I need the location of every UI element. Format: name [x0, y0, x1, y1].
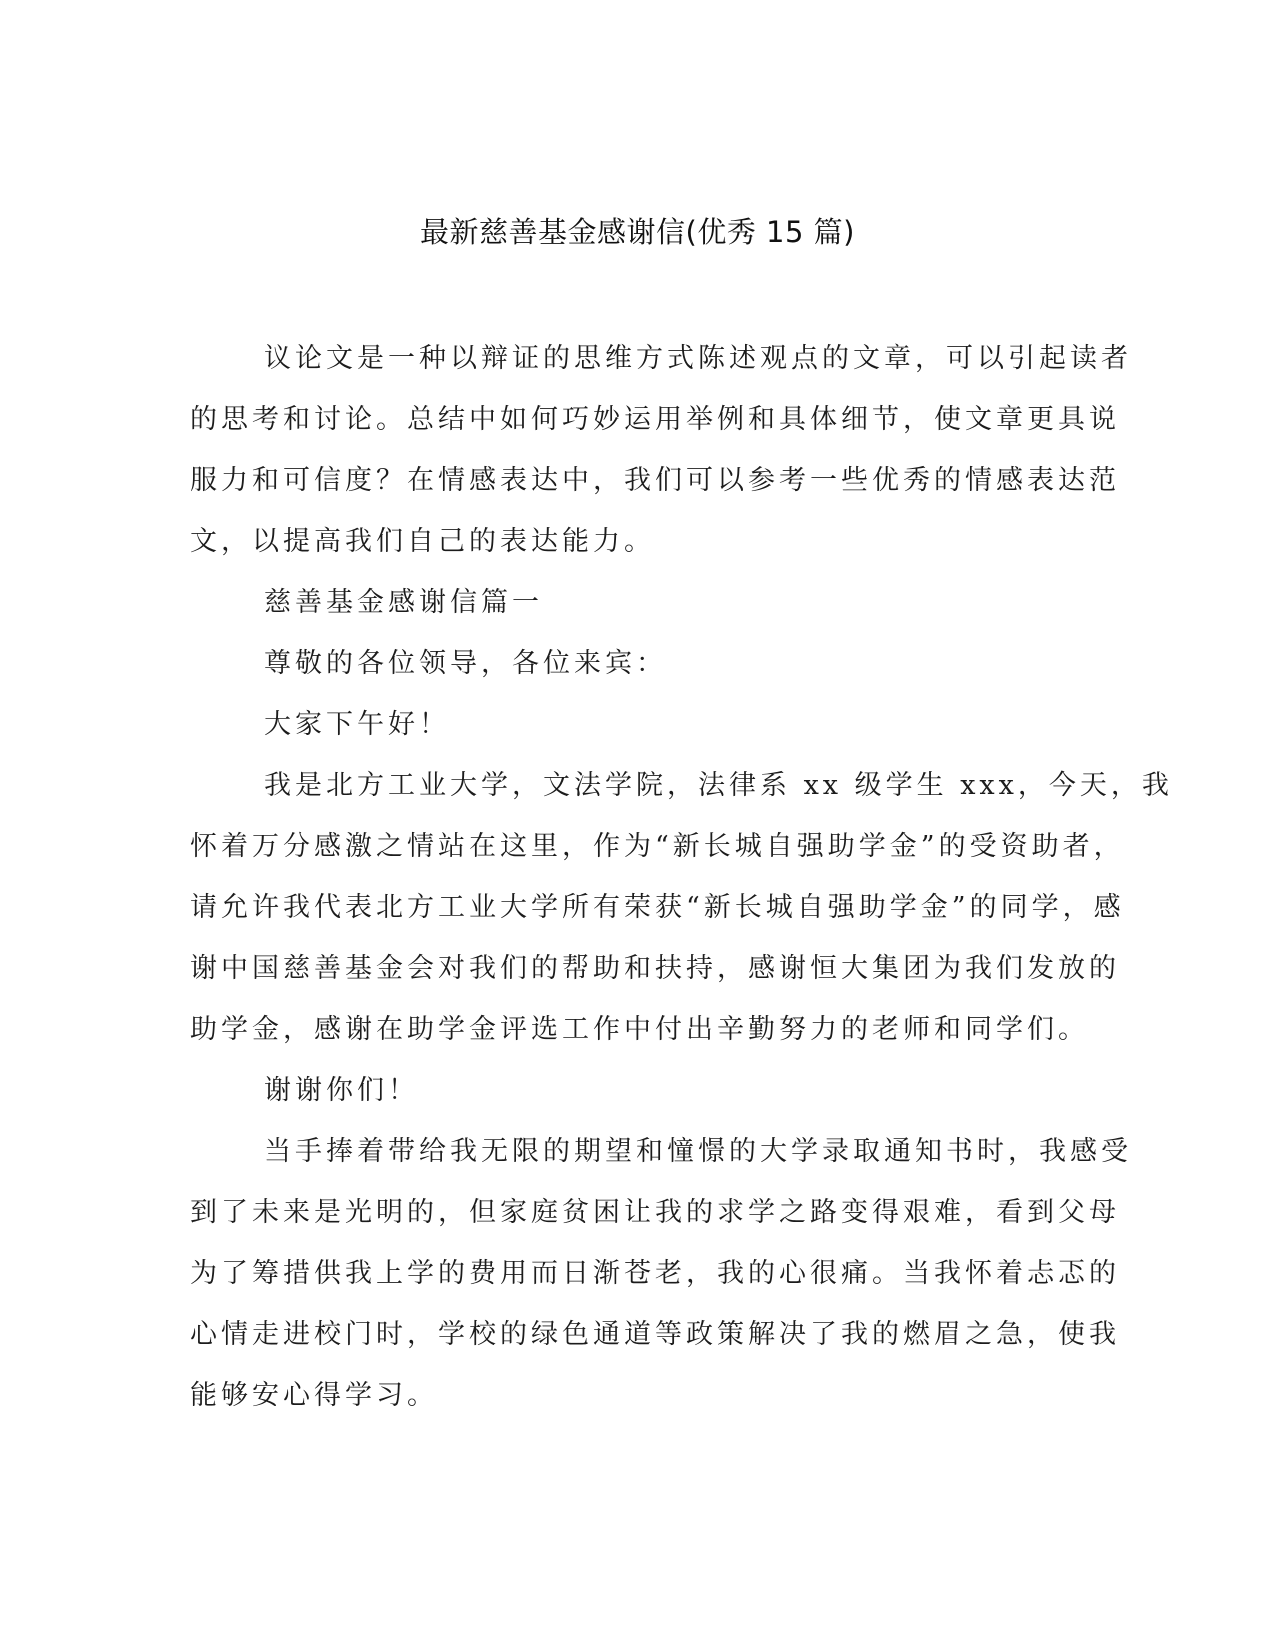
text-line: 助学金，感谢在助学金评选工作中付出辛勤努力的老师和同学们。 [190, 1014, 1089, 1045]
text-line: 尊敬的各位领导，各位来宾： [264, 648, 667, 679]
text-line: 大家下午好！ [264, 709, 450, 740]
text-line: 到了未来是光明的，但家庭贫困让我的求学之路变得艰难，看到父母 [190, 1197, 1120, 1228]
text-line: 我是北方工业大学，文法学院，法律系 xx 级学生 xxx，今天，我 [264, 770, 1173, 801]
text-line: 能够安心得学习。 [190, 1380, 438, 1411]
text-line: 谢中国慈善基金会对我们的帮助和扶持，感谢恒大集团为我们发放的 [190, 953, 1120, 984]
text-line: 为了筹措供我上学的费用而日渐苍老，我的心很痛。当我怀着忐忑的 [190, 1258, 1120, 1289]
document-body [190, 328, 1173, 1426]
text-line: 请允许我代表北方工业大学所有荣获“新长城自强助学金”的同学，感 [190, 892, 1125, 923]
text-line: 服力和可信度？在情感表达中，我们可以参考一些优秀的情感表达范 [190, 465, 1120, 496]
text-line: 的思考和讨论。总结中如何巧妙运用举例和具体细节，使文章更具说 [190, 404, 1120, 435]
text-line: 怀着万分感激之情站在这里，作为“新长城自强助学金”的受资助者， [190, 831, 1125, 862]
text-line: 谢谢你们！ [264, 1075, 419, 1106]
text-line: 心情走进校门时，学校的绿色通道等政策解决了我的燃眉之急，使我 [190, 1319, 1120, 1350]
text-line: 当手捧着带给我无限的期望和憧憬的大学录取通知书时，我感受 [264, 1136, 1132, 1167]
text-line: 文，以提高我们自己的表达能力。 [190, 526, 655, 557]
document-title: 最新慈善基金感谢信(优秀 15 篇) [420, 215, 855, 249]
text-line: 慈善基金感谢信篇一 [264, 587, 543, 618]
text-line: 议论文是一种以辩证的思维方式陈述观点的文章，可以引起读者 [264, 343, 1132, 374]
